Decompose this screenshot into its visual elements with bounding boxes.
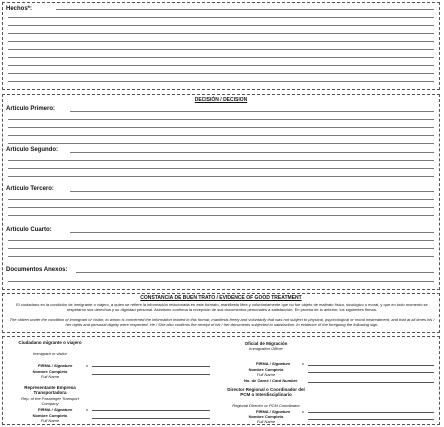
hechos-section (2, 2, 440, 90)
firma-en-text: Signature (271, 409, 291, 414)
article-line[interactable] (8, 256, 434, 257)
article-line[interactable] (8, 143, 434, 144)
constancia-english-text: The citizen under the condition of immigrant or visitor, to whom is concerned the information related in this format, manifests freely and voluntarily that was not subject to physical, psychological or moral mistreatment, and that at all times his / her rights and personal dignity were respected. He / She also confirms the receipt of his / her documents subjected to satisfaction. In evidence of the foregoing the following sign. (9, 317, 435, 327)
article-line[interactable] (8, 160, 434, 161)
hechos-line[interactable] (8, 57, 434, 58)
article-line[interactable] (8, 168, 434, 169)
transport-name-line[interactable] (92, 418, 210, 419)
immigrant-nombre-label: Nombre Completo (32, 369, 68, 374)
immigrant-nombre-en: Full Name (40, 374, 60, 379)
director-title-en: Regional Director or PCM Coordinator (232, 403, 300, 408)
article-label: Artículo Tercero: (6, 186, 54, 192)
immigrant-title-en: Immigrant or visitor (32, 351, 67, 356)
signature-mark: x (302, 409, 304, 414)
firma-text: FIRMA (38, 407, 51, 412)
immigrant-name-line[interactable] (92, 374, 210, 375)
article-label: Artículo Primero: (6, 106, 56, 112)
immigrant-title: Ciudadano migrante o viajero (18, 340, 82, 345)
director-name-line[interactable] (308, 419, 434, 420)
hechos-line[interactable] (56, 9, 434, 10)
hechos-line[interactable] (8, 25, 434, 26)
hechos-label: Hechos*: (6, 6, 33, 12)
officer-signature-line[interactable] (308, 365, 434, 366)
article-line[interactable] (70, 111, 434, 112)
decision-section (2, 94, 440, 290)
documentos-label: Documentos Anexos: (6, 267, 68, 273)
firma-en-text: Signature (271, 361, 291, 366)
article-line[interactable] (8, 119, 434, 120)
article-line[interactable] (8, 127, 434, 128)
article-line[interactable] (8, 240, 434, 241)
immigrant-signature-line[interactable] (92, 366, 210, 367)
article-line[interactable] (8, 135, 434, 136)
article-line[interactable] (8, 176, 434, 177)
transport-rep-title-en: Rep. of the Passenger Transport Company (21, 396, 79, 406)
officer-nombre-label: Nombre Completo (248, 367, 284, 372)
firma-text: FIRMA (256, 361, 269, 366)
article-line[interactable] (8, 207, 434, 208)
officer-firma-label: FIRMA / Signature (256, 361, 291, 366)
firma-text: FIRMA (256, 409, 269, 414)
hechos-line[interactable] (8, 65, 434, 66)
director-signature-line[interactable] (308, 412, 434, 413)
officer-name-line[interactable] (308, 372, 434, 373)
hechos-line[interactable] (8, 49, 434, 50)
constancia-title: CONSTANCIA DE BUEN TRATO / EVIDENCE OF GOOD TREATMENT (140, 295, 302, 301)
carnet-text: No. de Carné (244, 378, 269, 383)
carnet-en-text: Card Number (272, 378, 298, 383)
transport-firma-label: FIRMA / Signature (38, 407, 73, 412)
article-line[interactable] (8, 215, 434, 216)
firma-text: FIRMA (38, 363, 51, 368)
documentos-line[interactable] (8, 281, 434, 282)
director-nombre-en: Full Name (256, 419, 276, 424)
decision-title: DECISIÓN / DECISION (194, 97, 248, 103)
article-label: Artículo Segundo: (6, 147, 58, 153)
transport-rep-title: Representante Empresa Transportadora (24, 385, 76, 395)
constancia-spanish-text: El ciudadano en la condición de inmigrante o viajero, a quien se refiere la información relacionada en este formato, manifiesta libre y voluntariamente que no fue objeto de maltrato físico, sicológico o moral, y que en todo momento se respetaron sus derechos y su dignidad personal. Asimismo confirma la recepción de sus documentos personales a satisfacción. En prueba de lo anterior, los siguientes firman. (16, 302, 428, 312)
article-line[interactable] (70, 232, 434, 233)
signature-mark: x (86, 407, 88, 412)
hechos-line[interactable] (8, 33, 434, 34)
transport-nombre-en: Full Name (40, 418, 60, 423)
transport-nombre-label: Nombre Completo (32, 413, 68, 418)
hechos-line[interactable] (8, 81, 434, 82)
officer-carnet-label: No. de Carné / Card Number (244, 378, 298, 383)
officer-carnet-line[interactable] (308, 382, 434, 383)
officer-title-en: Immigration Officer (249, 346, 283, 351)
hechos-line[interactable] (8, 73, 434, 74)
signature-mark: x (302, 361, 304, 366)
director-title: Director Regional o Coordinador del PCM o Interdisciplinario (227, 387, 305, 397)
article-line[interactable] (70, 152, 434, 153)
officer-nombre-en: Full Name (256, 372, 276, 377)
article-line[interactable] (70, 191, 434, 192)
director-nombre-label: Nombre Completo (248, 414, 284, 419)
article-line[interactable] (8, 248, 434, 249)
article-line[interactable] (8, 199, 434, 200)
director-firma-label: FIRMA / Signature (256, 409, 291, 414)
transport-signature-line[interactable] (92, 410, 210, 411)
officer-title: Oficial de Migración (244, 341, 288, 346)
documentos-line[interactable] (76, 272, 434, 273)
hechos-line[interactable] (8, 17, 434, 18)
hechos-line[interactable] (8, 41, 434, 42)
firma-en-text: Signature (53, 363, 73, 368)
immigrant-firma-label: FIRMA / Signature (38, 363, 73, 368)
firma-en-text: Signature (53, 407, 73, 412)
article-label: Artículo Cuarto: (6, 227, 52, 233)
signature-mark: x (86, 363, 88, 368)
